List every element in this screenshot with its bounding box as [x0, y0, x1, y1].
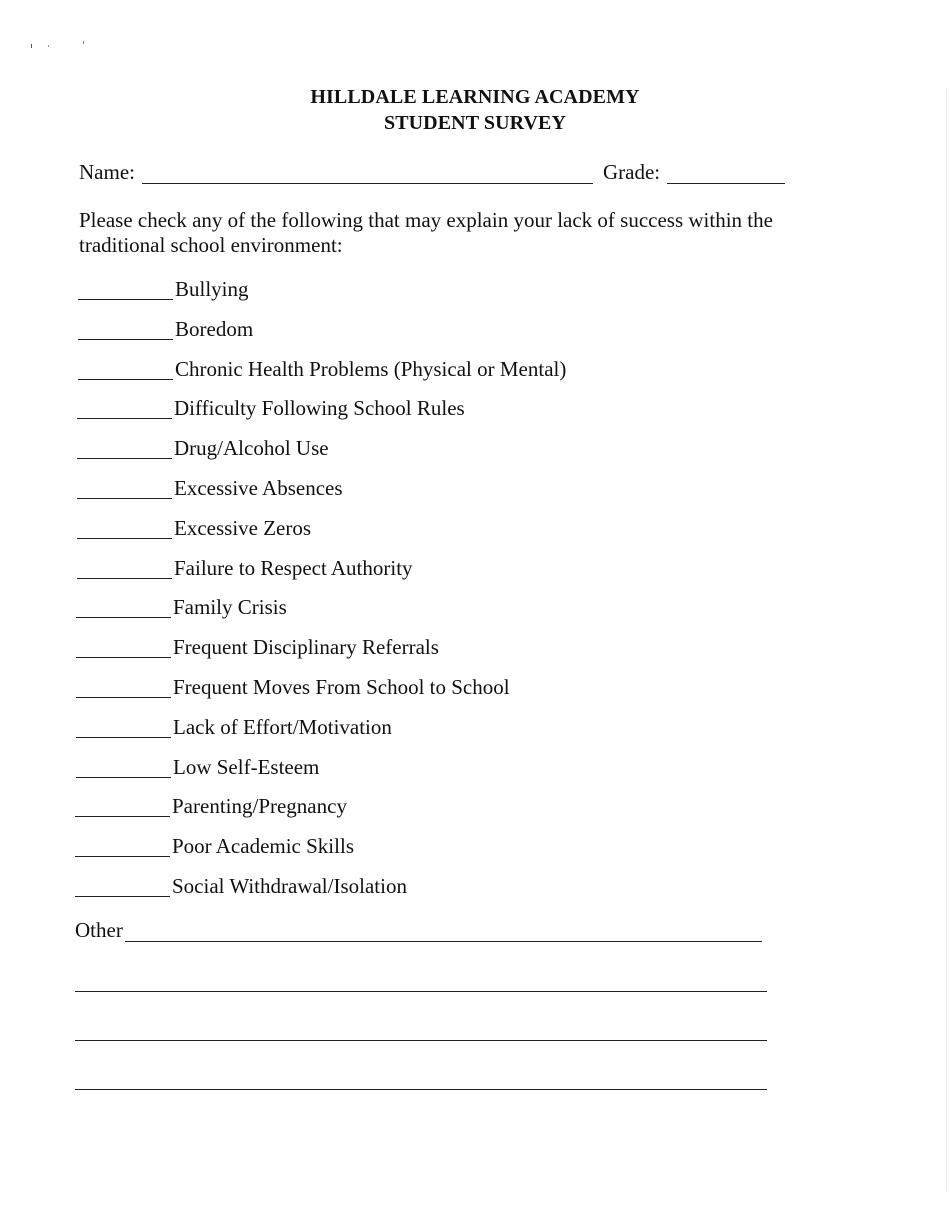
check-blank[interactable]	[75, 896, 170, 897]
checklist-item[interactable]	[76, 754, 596, 780]
name-label: Name:	[79, 160, 135, 184]
check-blank[interactable]	[75, 856, 170, 857]
check-blank[interactable]	[76, 657, 171, 658]
checklist-item[interactable]	[78, 316, 598, 342]
grade-label: Grade:	[603, 160, 661, 184]
checklist-item-label: Chronic Health Problems (Physical or Mental)	[175, 357, 567, 381]
other-label: Other	[75, 918, 123, 942]
other-line[interactable]	[75, 1040, 767, 1041]
check-blank[interactable]	[75, 816, 170, 817]
survey-title: STUDENT SURVEY	[383, 112, 567, 134]
checklist-item[interactable]	[76, 634, 596, 660]
checklist-item[interactable]	[78, 356, 598, 382]
other-line[interactable]	[75, 991, 767, 992]
checklist-item-label: Excessive Absences	[174, 476, 343, 500]
grade-field[interactable]	[667, 183, 785, 184]
instructions-text: Please check any of the following that may explain your lack of success within the traditional school environment:	[79, 208, 773, 257]
checklist-item-label: Parenting/Pregnancy	[172, 794, 347, 818]
checklist-item[interactable]	[75, 833, 595, 859]
checklist-item-label: Frequent Moves From School to School	[173, 675, 510, 699]
checklist-item[interactable]	[77, 515, 597, 541]
check-blank[interactable]	[76, 777, 171, 778]
checklist-item-label: Lack of Effort/Motivation	[173, 715, 392, 739]
check-blank[interactable]	[77, 418, 172, 419]
checklist-item[interactable]	[75, 793, 595, 819]
checklist-item[interactable]	[77, 475, 597, 501]
checklist-item[interactable]	[76, 714, 596, 740]
check-blank[interactable]	[78, 299, 173, 300]
school-name: HILLDALE LEARNING ACADEMY	[310, 86, 640, 108]
check-blank[interactable]	[76, 737, 171, 738]
check-blank[interactable]	[76, 697, 171, 698]
checklist-item-label: Poor Academic Skills	[172, 834, 354, 858]
checklist-item[interactable]	[77, 395, 597, 421]
checklist-item[interactable]	[76, 594, 596, 620]
checklist-item-label: Drug/Alcohol Use	[174, 436, 329, 460]
check-blank[interactable]	[77, 578, 172, 579]
check-blank[interactable]	[77, 538, 172, 539]
name-field[interactable]	[142, 183, 593, 184]
checklist-item-label: Excessive Zeros	[174, 516, 312, 540]
checklist-item-label: Social Withdrawal/Isolation	[172, 874, 407, 898]
checklist-item-label: Boredom	[175, 317, 254, 341]
check-blank[interactable]	[78, 379, 173, 380]
other-field[interactable]	[125, 941, 762, 942]
checklist-item-label: Family Crisis	[173, 595, 287, 619]
check-blank[interactable]	[78, 339, 173, 340]
scan-edge	[946, 90, 947, 1190]
checklist-item-label: Bullying	[175, 277, 249, 301]
other-line[interactable]	[75, 1089, 767, 1090]
checklist-item[interactable]	[76, 674, 596, 700]
check-blank[interactable]	[77, 458, 172, 459]
scan-speck	[83, 41, 84, 44]
check-blank[interactable]	[77, 498, 172, 499]
checklist-item[interactable]	[77, 555, 597, 581]
check-blank[interactable]	[76, 617, 171, 618]
checklist-item-label: Failure to Respect Authority	[174, 556, 413, 580]
scan-speck	[48, 45, 49, 47]
checklist-item-label: Low Self-Esteem	[173, 755, 320, 779]
checklist-item[interactable]	[75, 873, 595, 899]
checklist-item-label: Difficulty Following School Rules	[174, 396, 465, 420]
checklist-item-label: Frequent Disciplinary Referrals	[173, 635, 439, 659]
checklist-item[interactable]	[78, 276, 598, 302]
checklist-item[interactable]	[77, 435, 597, 461]
scan-speck	[31, 44, 32, 48]
